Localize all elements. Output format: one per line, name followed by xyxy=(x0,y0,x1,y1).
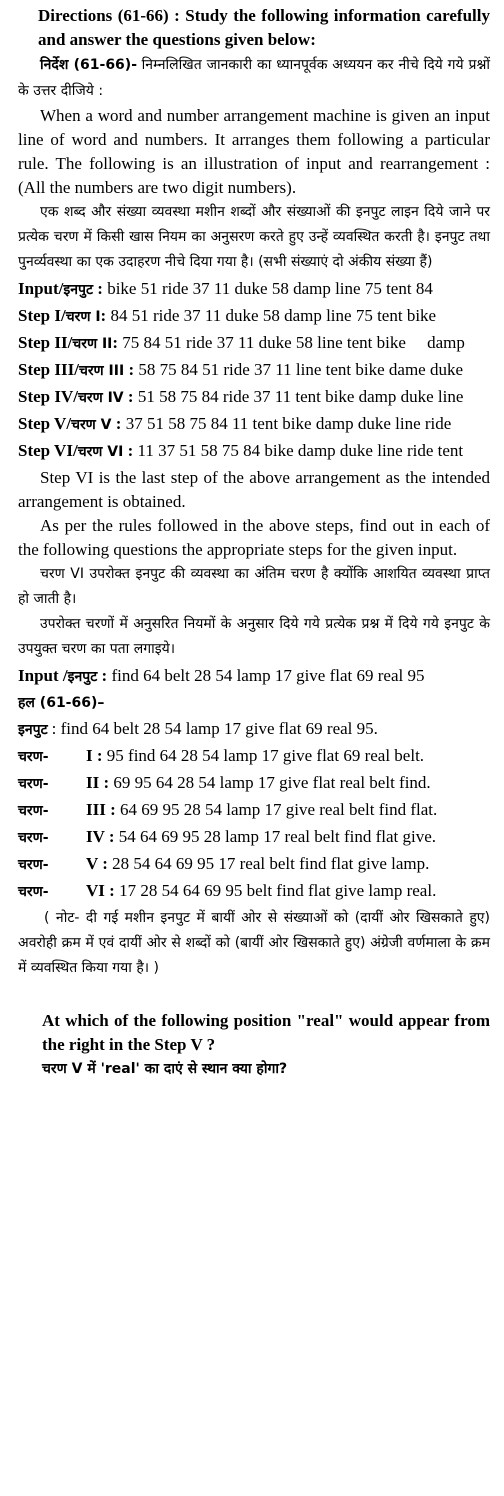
example-step-label-en: Step V/ xyxy=(18,414,72,433)
example-step-sep: : xyxy=(93,279,108,298)
solution-step-roman: V : xyxy=(86,854,108,873)
solution-step xyxy=(18,852,490,877)
example-step-label-hi: चरण IV xyxy=(77,390,124,406)
solution-step-roman: II : xyxy=(86,773,110,792)
solution-step-value: 17 28 54 64 69 95 belt find flat give lamp real. xyxy=(119,881,437,900)
solution-input-row xyxy=(18,717,490,742)
directions-hindi-label: निर्देश (61-66)- xyxy=(40,57,138,73)
example-step-label-en: Step II/ xyxy=(18,333,73,352)
solution-steps xyxy=(18,744,490,904)
example-step-sep: : xyxy=(123,441,138,460)
question-input xyxy=(18,664,490,689)
solution-step-value: 69 95 64 28 54 lamp 17 give flat real belt find. xyxy=(113,773,431,792)
example-step xyxy=(18,331,490,356)
question-hindi: चरण V में 'real' का दाएं से स्थान क्या होगा? xyxy=(42,1061,288,1077)
intro-hindi: एक शब्द और संख्या व्यवस्था मशीन शब्दों और संख्याओं की इनपुट लाइन दिये जाने पर प्रत्येक चरण में किसी खास नियम का अनुसरण करते हुए उन्हें व्यवस्थित करती है। इनपुट तथा पुनर्व्यवस्था का एक उदाहरण नीचे दिया गया है। (सभी संख्याएं दो अंकीय संख्या हैं) xyxy=(18,204,490,270)
solution-step-value: 64 69 95 28 54 lamp 17 give real belt find flat. xyxy=(120,800,438,819)
example-step-sep: : xyxy=(112,333,123,352)
example-step-value: 58 75 84 51 ride 37 11 line tent bike dame duke xyxy=(138,360,464,379)
solution-step xyxy=(18,798,490,823)
directions-english: Directions (61-66) : Study the following information carefully and answer the questions given below: xyxy=(38,6,490,49)
directions-hindi xyxy=(18,52,490,104)
solution-step-label: चरण- xyxy=(18,776,49,792)
question-english: At which of the following position "real" would appear from the right in the Step V ? xyxy=(42,1011,490,1054)
example-step-label-hi: इनपुट xyxy=(63,282,94,298)
example-step-sep: : xyxy=(111,414,126,433)
example-step-sep: : xyxy=(100,306,111,325)
solution-step xyxy=(18,744,490,769)
solution-step-roman: IV : xyxy=(86,827,115,846)
solution-step xyxy=(18,771,490,796)
solution-heading: हल (61-66)– xyxy=(18,695,105,711)
example-step xyxy=(18,412,490,437)
example-step-value: bike 51 ride 37 11 duke 58 damp line 75 tent 84 xyxy=(107,279,433,298)
example-step-label-hi: चरण I xyxy=(65,309,101,325)
question xyxy=(18,1009,490,1081)
example-step-sep: : xyxy=(123,387,138,406)
solution-note: ( नोट- दी गई मशीन इनपुट में बायीं ओर से संख्याओं को (दायीं ओर खिसकाते हुए) अवरोही क्रम में एवं दायीं ओर से शब्दों को (बायीं ओर खिसकाते हुए) अंग्रेजी वर्णमाला के क्रम में व्यवस्थित किया गया है। ) xyxy=(18,910,490,976)
example-step-value: 51 58 75 84 ride 37 11 tent bike damp duke line xyxy=(137,387,464,406)
directions-hindi-text: निम्नलिखित जानकारी का ध्यानपूर्वक अध्ययन कर नीचे दिये गये प्रश्नों के उत्तर दीजिये : xyxy=(18,57,490,99)
solution-input-value: : find 64 belt 28 54 lamp 17 give flat 69 real 95. xyxy=(51,719,378,738)
solution-step-roman: I : xyxy=(86,746,103,765)
example-step-value: 37 51 58 75 84 11 tent bike damp duke line ride xyxy=(125,414,452,433)
example-step-value: 84 51 ride 37 11 duke 58 damp line 75 tent bike xyxy=(110,306,437,325)
question-input-label-en: Input / xyxy=(18,666,68,685)
solution-step-roman: III : xyxy=(86,800,116,819)
example-step xyxy=(18,277,490,302)
solution-step-label: चरण- xyxy=(18,803,49,819)
after-steps-hindi-1: चरण VI उपरोक्त इनपुट की व्यवस्था का अंतिम चरण है क्योंकि आशयित व्यवस्था प्राप्त हो जाती है। xyxy=(18,566,490,607)
example-step-label-en: Step I/ xyxy=(18,306,66,325)
example-step xyxy=(18,385,490,410)
example-step xyxy=(18,439,490,464)
solution-step-roman: VI : xyxy=(86,881,115,900)
example-step-value: 11 37 51 58 75 84 bike damp duke line ride tent xyxy=(137,441,464,460)
after-steps-hindi-2: उपरोक्त चरणों में अनुसरित नियमों के अनुसार दिये गये प्रत्येक प्रश्न में दिये गये इनपुट के उपयुक्त चरण का पता लगाइये। xyxy=(18,616,490,657)
example-step-label-hi: चरण VI xyxy=(77,444,124,460)
solution-step xyxy=(18,879,490,904)
example-step-label-en: Input/ xyxy=(18,279,64,298)
example-step xyxy=(18,358,490,383)
example-steps xyxy=(18,277,490,464)
question-input-sep: : xyxy=(97,666,112,685)
solution-step-value: 54 64 69 95 28 lamp 17 real belt find flat give. xyxy=(118,827,437,846)
intro-english: When a word and number arrangement machine is given an input line of word and numbers. It arranges them following a particular rule. The following is an illustration of input and rearrangement : (All the numbers are two digit numbers). xyxy=(18,106,490,197)
solution-step xyxy=(18,825,490,850)
solution-input-label: इनपुट xyxy=(18,722,48,738)
example-step-label-hi: चरण V xyxy=(71,417,112,433)
question-input-label-hi: इनपुट xyxy=(67,669,98,685)
after-steps-english-2: As per the rules followed in the above steps, find out in each of the following questions the appropriate steps for the given input. xyxy=(18,516,490,559)
solution-step-label: चरण- xyxy=(18,857,49,873)
solution-step-label: चरण- xyxy=(18,830,49,846)
after-steps-english-1: Step VI is the last step of the above arrangement as the intended arrangement is obtained. xyxy=(18,468,490,511)
example-step-label-hi: चरण II xyxy=(72,336,113,352)
solution-step-value: 95 find 64 28 54 lamp 17 give flat 69 real belt. xyxy=(106,746,425,765)
example-step-sep: : xyxy=(124,360,139,379)
example-step-label-en: Step III/ xyxy=(18,360,79,379)
question-input-value: find 64 belt 28 54 lamp 17 give flat 69 real 95 xyxy=(111,666,425,685)
solution-step-label: चरण- xyxy=(18,884,49,900)
example-step-value: 75 84 51 ride 37 11 duke 58 line tent bike damp xyxy=(122,333,465,352)
example-step xyxy=(18,304,490,329)
example-step-label-en: Step IV/ xyxy=(18,387,78,406)
solution-step-label: चरण- xyxy=(18,749,49,765)
solution-step-value: 28 54 64 69 95 17 real belt find flat give lamp. xyxy=(112,854,430,873)
example-step-label-hi: चरण III xyxy=(78,363,125,379)
example-step-label-en: Step VI/ xyxy=(18,441,78,460)
